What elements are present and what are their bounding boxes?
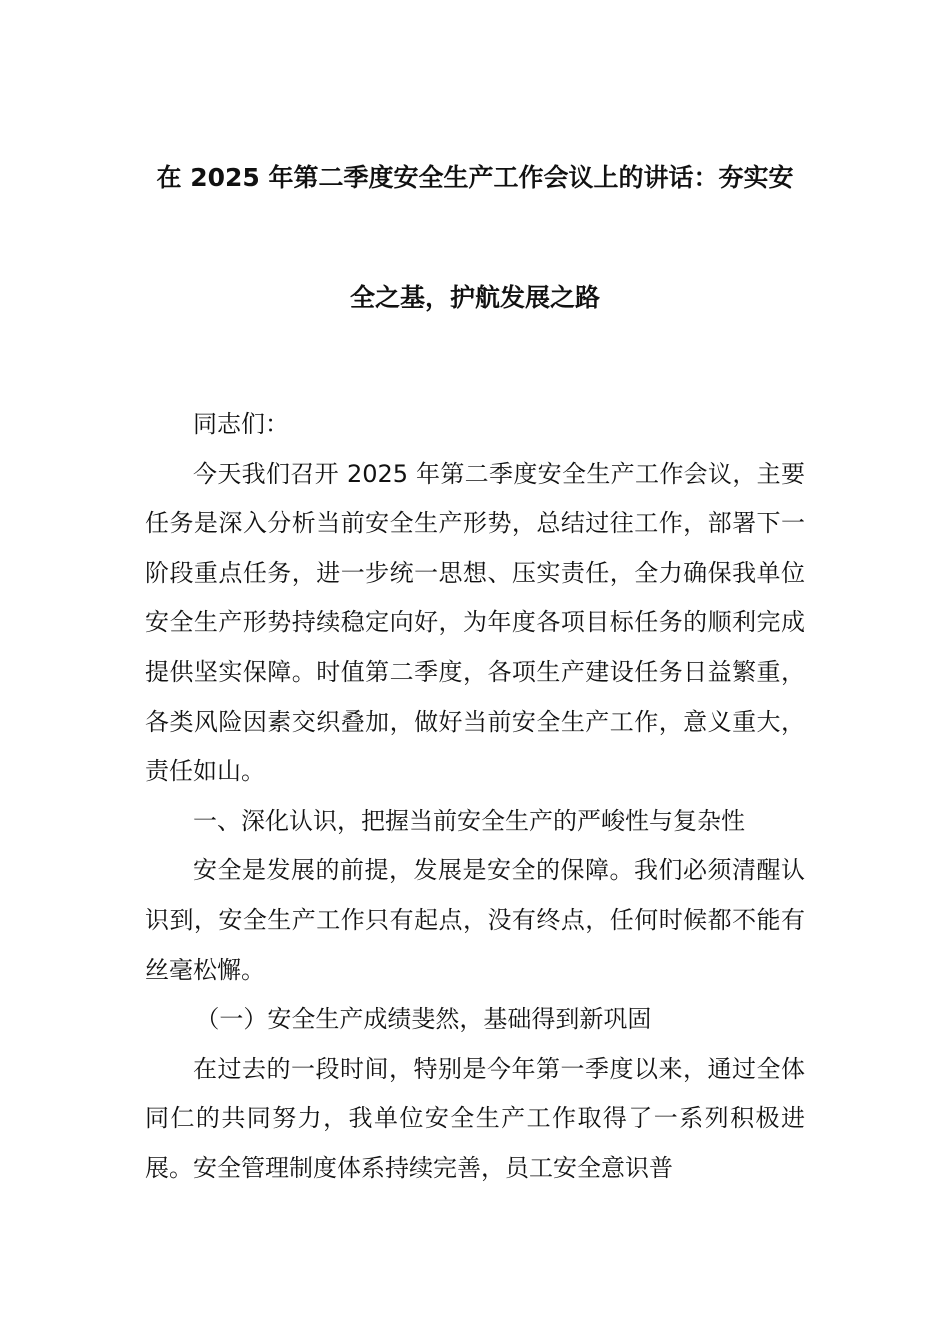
document-body	[145, 400, 805, 1194]
salutation: 同志们：	[193, 410, 289, 438]
document-title-line-1: 在 2025 年第二季度安全生产工作会议上的讲话：夯实安	[156, 163, 794, 192]
section-heading-1: 一、深化认识，把握当前安全生产的严峻性与复杂性	[193, 806, 745, 835]
intro-paragraph: 今天我们召开 2025 年第二季度安全生产工作会议，主要任务是深入分析当前安全生产形势，总结过往工作，部署下一阶段重点任务，进一步统一思想、压实责任，全力确保我单位安全生产形势持续稳定向好，为年度各项目标任务的顺利完成提供坚实保障。时值第二季度，各项生产建设任务日益繁重，各类风险因素交织叠加，做好当前安全生产工作，意义重大，责任如山。	[145, 459, 805, 786]
subsection-1-1-paragraph: 在过去的一段时间，特别是今年第一季度以来，通过全体同仁的共同努力，我单位安全生产工作取得了一系列积极进展。安全管理制度体系持续完善，员工安全意识普	[145, 1054, 805, 1182]
section-1-paragraph: 安全是发展的前提，发展是安全的保障。我们必须清醒认识到，安全生产工作只有起点，没有终点，任何时候都不能有丝毫松懈。	[145, 856, 805, 984]
subsection-heading-1-1: （一）安全生产成绩斐然，基础得到新巩固	[195, 1005, 652, 1034]
document-title-line-2: 全之基，护航发展之路	[349, 283, 600, 312]
